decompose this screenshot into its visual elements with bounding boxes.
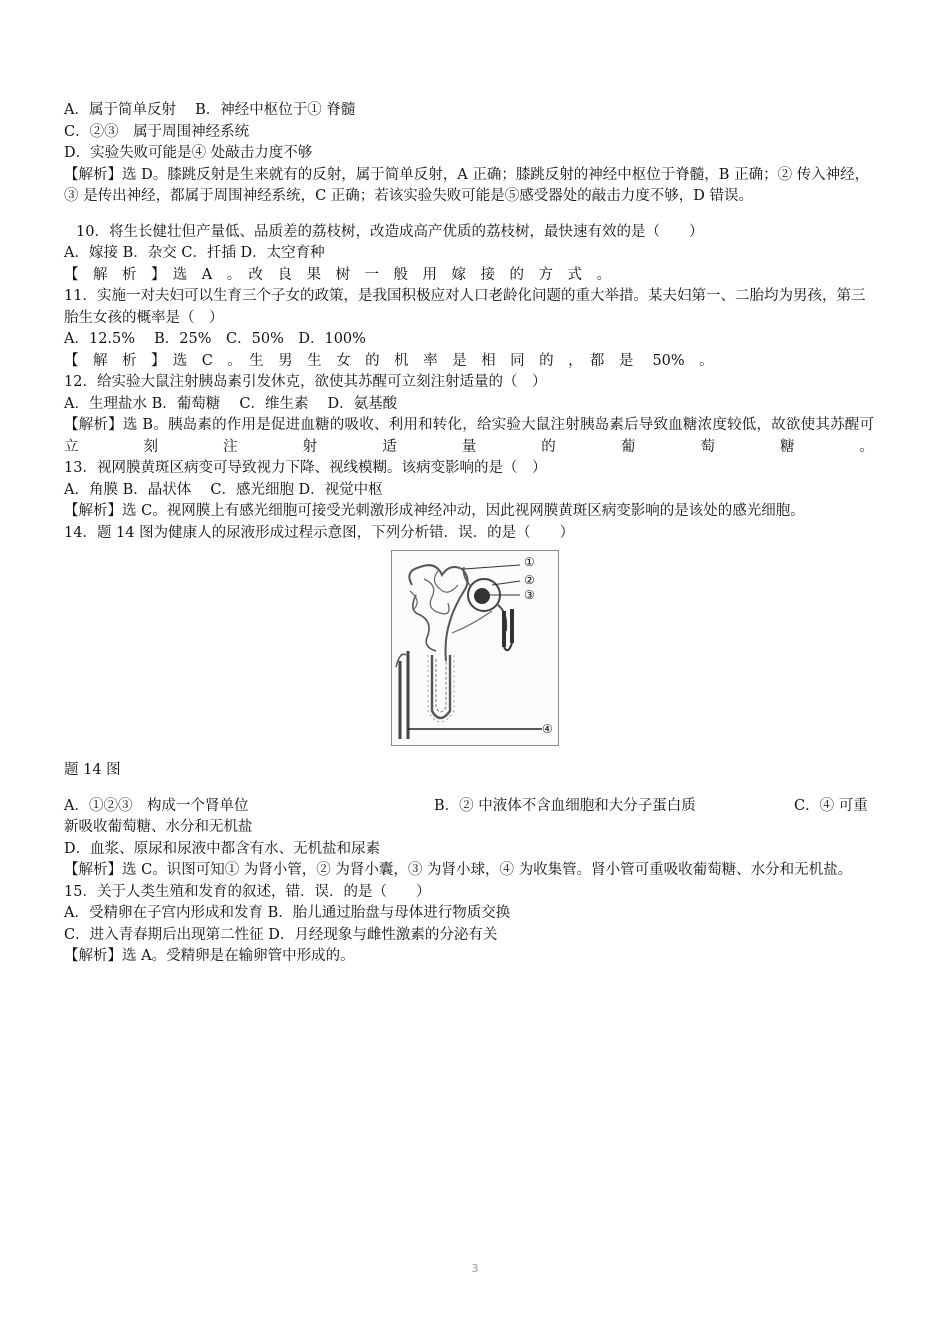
q9-option-d: D．实验失败可能是④ 处敲击力度不够 xyxy=(64,145,313,161)
q9-analysis: 【解析】选 D。膝跳反射是生来就有的反射，属于简单反射，A 正确；膝跳反射的神经中枢位于脊髓，B 正确；② 传入神经，③ 是传出神经，都属于周围神经系统，C 正确；若该实验失败可能是⑤感受器处的敲击力度不够，D 错误。 xyxy=(64,166,870,204)
q11-options: A．12.5% B．25% C．50% D．100% xyxy=(64,331,366,347)
q14-option-d: D．血浆、原尿和尿液中都含有水、无机盐和尿素 xyxy=(64,840,381,857)
diagram-label-3: ③ xyxy=(524,588,535,602)
q13-stem: 13．视网膜黄斑区病变可导致视力下降、视线模糊。该病变影响的是（ ） xyxy=(64,460,547,476)
q12-analysis: 【解析】选 B。胰岛素的作用是促进血糖的吸收、利用和转化，给实验大鼠注射胰岛素后导致血糖浓度较低，故欲使其苏醒可立刻注射适量的葡萄糖。 xyxy=(64,417,874,455)
q15-options-cd: C．进入青春期后出现第二性征 D．月经现象与雌性激素的分泌有关 xyxy=(64,926,498,943)
diagram-label-4: ④ xyxy=(542,722,553,736)
q14-option-c: C．④ 可重 xyxy=(794,797,868,814)
q12-stem: 12．给实验大鼠注射胰岛素引发休克，欲使其苏醒可立刻注射适量的（ ） xyxy=(64,374,547,390)
q14-analysis: 【解析】选 C。识图可知① 为肾小管，② 为肾小囊，③ 为肾小球，④ 为收集管。肾小管可重吸收葡萄糖、水分和无机盐。 xyxy=(64,862,853,878)
q14-option-b: B．② 中液体不含血细胞和大分子蛋白质 xyxy=(434,797,696,814)
q15-analysis: 【解析】选 A。受精卵是在输卵管中形成的。 xyxy=(64,948,355,964)
q13-options: A．角膜 B．晶状体 C．感光细胞 D．视觉中枢 xyxy=(64,481,383,498)
nephron-diagram xyxy=(391,550,559,746)
q10-options: A．嫁接 B．杂交 C．扦插 D．太空育种 xyxy=(64,245,325,261)
q11-analysis: 【 解 析 】 选 C 。 生 男 生 女 的 机 率 是 相 同 的 ， 都 是 50% 。 xyxy=(64,352,714,369)
q14-stem: 14．题 14 图为健康人的尿液形成过程示意图，下列分析错．误．的是（ ） xyxy=(64,524,575,541)
q11-stem: 11．实施一对夫妇可以生育三个子女的政策，是我国积极应对人口老龄化问题的重大举措。某夫妇第一、二胎均为男孩，第三胎生女孩的概率是（ ） xyxy=(64,288,866,326)
diagram-label-1: ① xyxy=(524,555,535,569)
q14-figure-caption: 题 14 图 xyxy=(64,762,121,778)
page-number: 3 xyxy=(471,1262,479,1275)
document-page xyxy=(64,100,874,968)
q12-options: A．生理盐水 B．葡萄糖 C．维生素 D．氨基酸 xyxy=(64,395,398,412)
q14-option-c-continued: 新吸收葡萄糖、水分和无机盐 xyxy=(64,819,253,835)
q9-options-ab: A．属于简单反射 B．神经中枢位于① 脊髓 xyxy=(64,102,356,118)
q14-option-a: A．①②③ 构成一个肾单位 xyxy=(64,797,249,814)
q9-option-c: C．②③ 属于周围神经系统 xyxy=(64,123,250,140)
q14-options-row xyxy=(64,796,874,818)
q10-stem: 10．将生长健壮但产量低、品质差的荔枝树，改造成高产优质的荔枝树，最快速有效的是（ ） xyxy=(76,223,704,240)
q13-analysis: 【解析】选 C。视网膜上有感光细胞可接受光刺激形成神经冲动，因此视网膜黄斑区病变影响的是该处的感光细胞。 xyxy=(64,503,805,519)
q15-options-ab: A．受精卵在子宫内形成和发育 B．胎儿通过胎盘与母体进行物质交换 xyxy=(64,905,511,921)
diagram-label-2: ② xyxy=(524,573,535,587)
q10-analysis: 【 解 析 】 选 A 。 改 良 果 树 一 般 用 嫁 接 的 方 式 。 xyxy=(64,266,611,283)
q15-stem: 15．关于人类生殖和发育的叙述，错．误．的是（ ） xyxy=(64,883,431,900)
